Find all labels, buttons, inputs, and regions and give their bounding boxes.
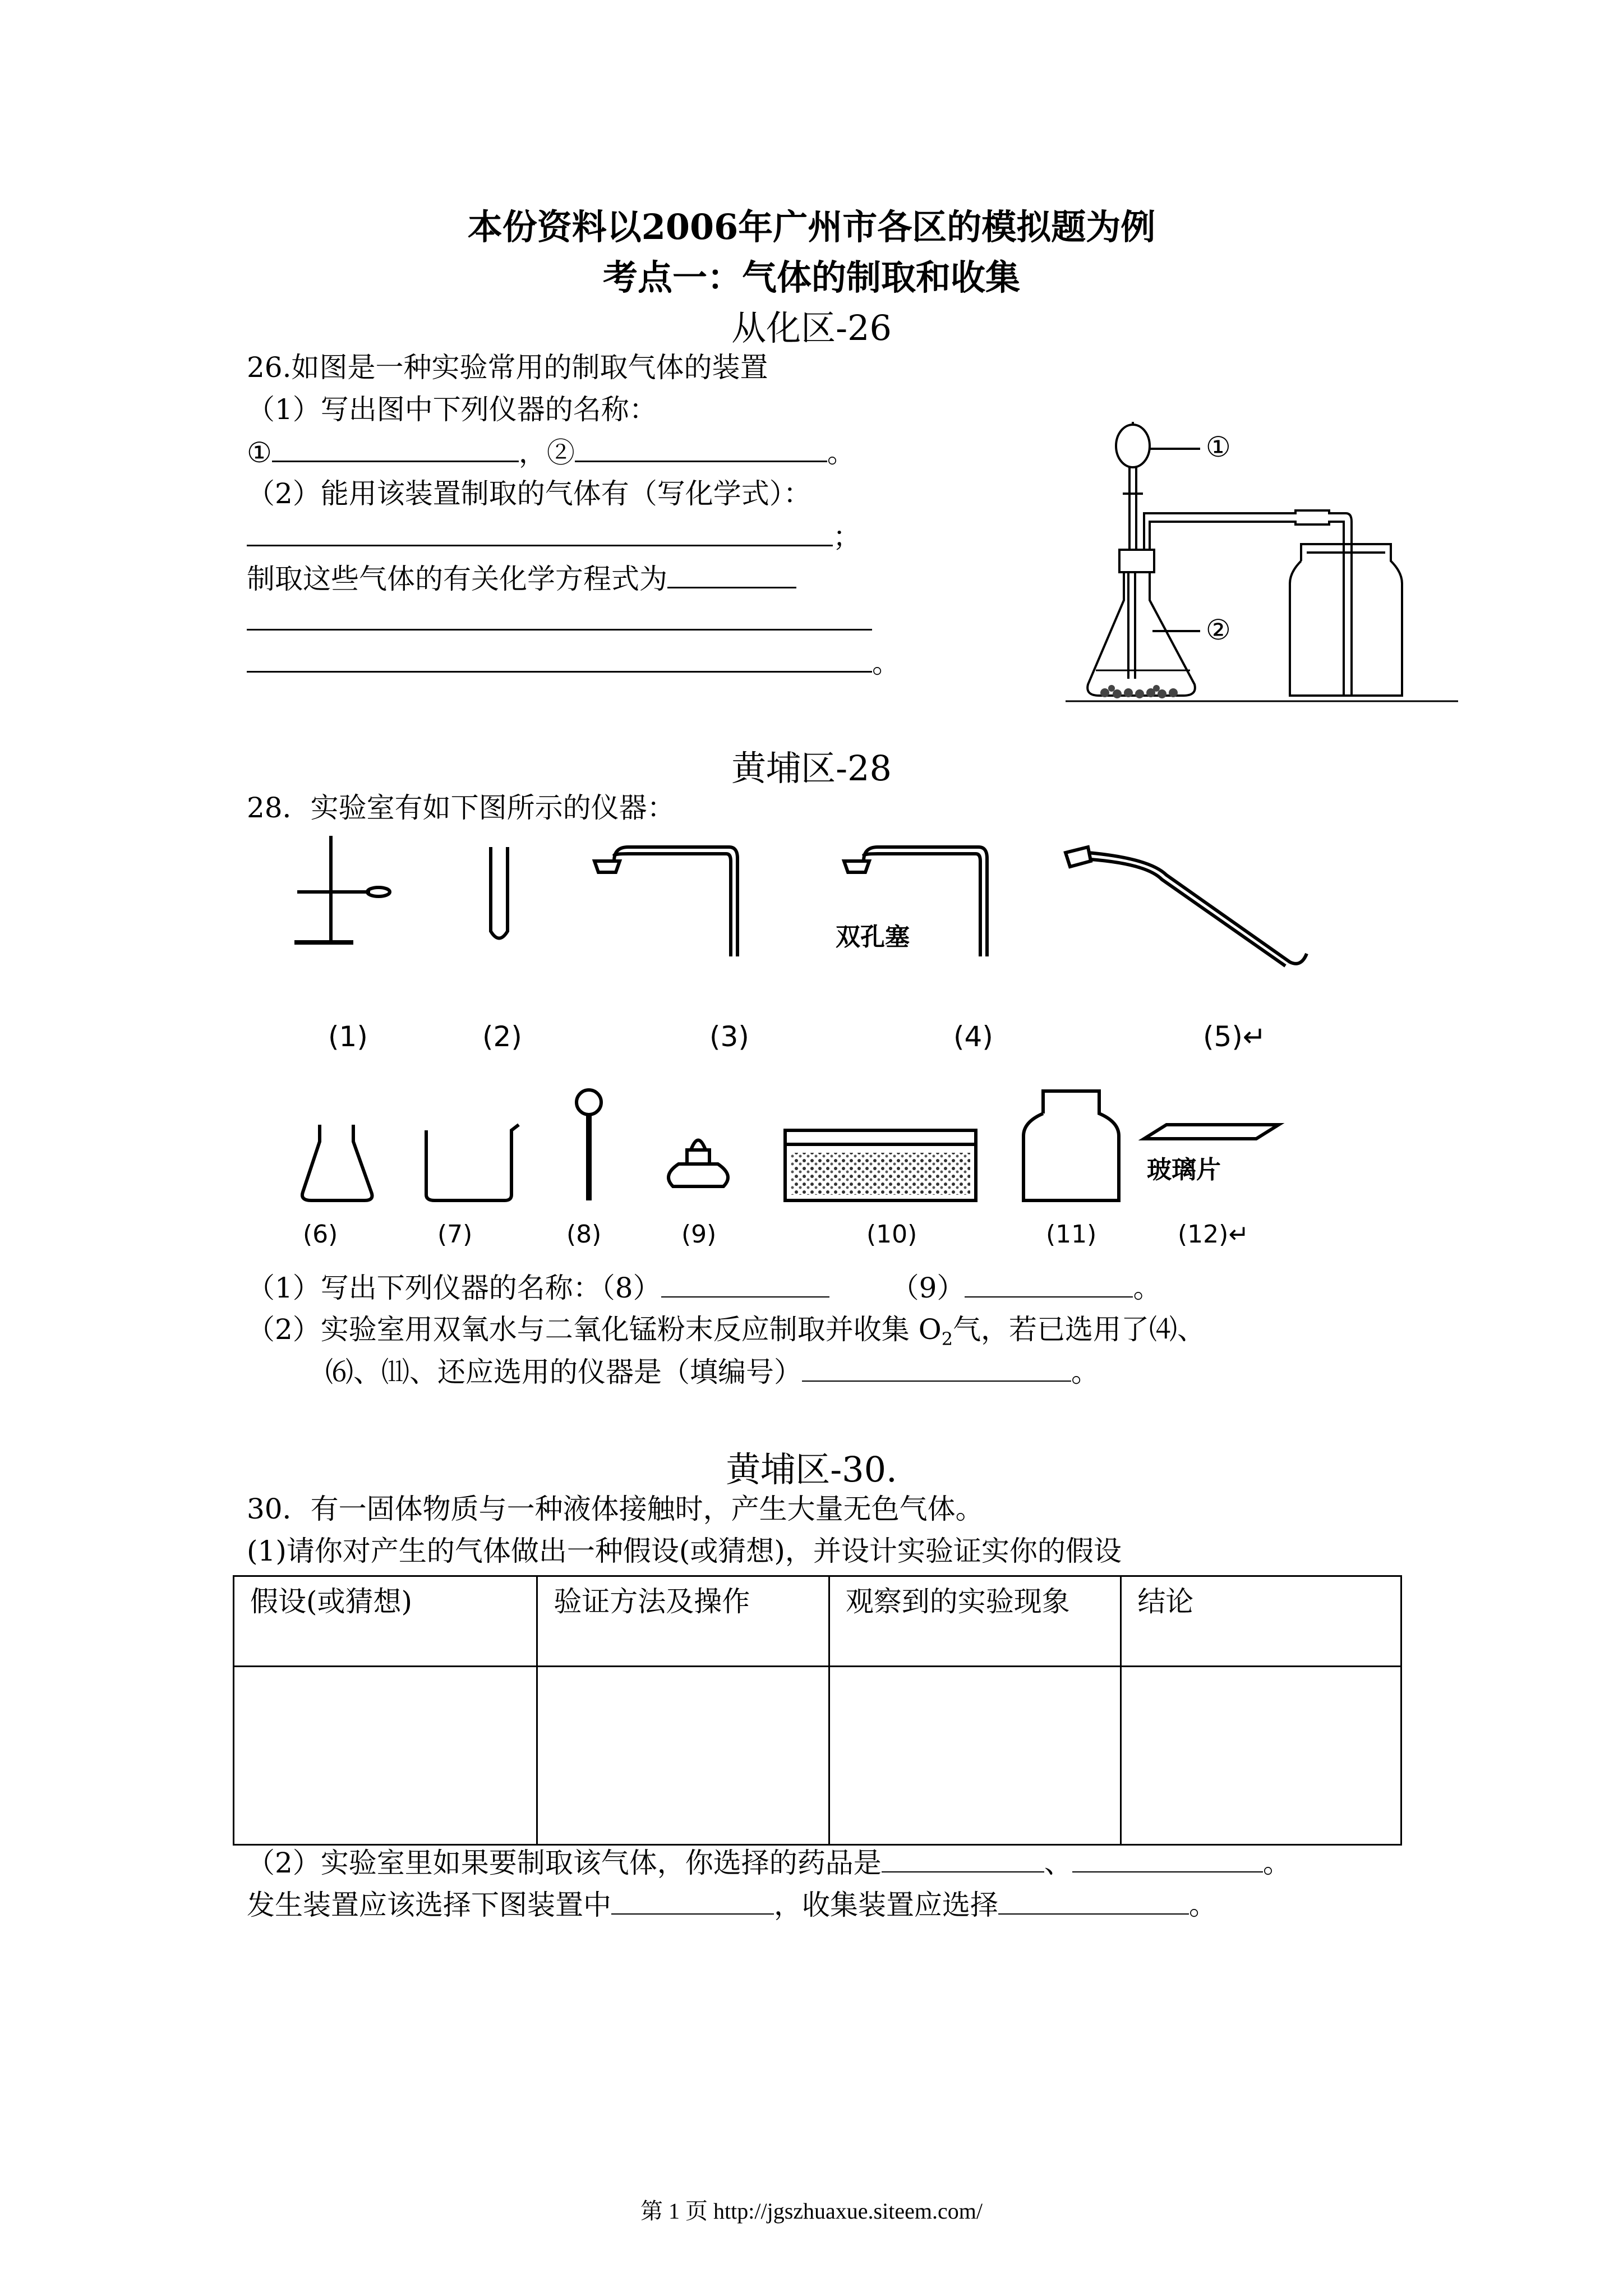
q28-part2-b: 气，若已选用了⑷、 <box>953 1313 1206 1346</box>
q30-part2-sep: 、 <box>1044 1847 1072 1879</box>
instrument-label: (4) <box>953 1020 993 1053</box>
table-header-conclusion: 结论 <box>1121 1576 1401 1667</box>
q30-stem: 30．有一固体物质与一种液体接触时，产生大量无色气体。 <box>247 1493 984 1525</box>
page-title: 本份资料以2006年广州市各区的模拟题为例 <box>467 206 1156 247</box>
diagram-label-2: ② <box>1206 614 1231 646</box>
table-cell-hypothesis[interactable] <box>234 1667 537 1845</box>
glass-slide-text: 玻璃片 <box>1147 1156 1221 1184</box>
instrument-label: (3) <box>709 1020 749 1053</box>
answer-blank[interactable] <box>575 435 827 462</box>
q30-part2: （2）实验室里如果要制取该气体，你选择的药品是 <box>247 1847 882 1879</box>
table-cell-method[interactable] <box>537 1667 829 1845</box>
iron-stand-icon <box>294 836 390 942</box>
q30-part2-row <box>247 1846 1291 1880</box>
instrument-label: (2) <box>482 1020 522 1053</box>
section-heading-q26: 从化区-26 <box>731 307 892 348</box>
instruments-row-2 <box>292 1080 1357 1254</box>
q30-part3-b: ，收集装置应选择 <box>774 1889 998 1921</box>
answer-blank[interactable] <box>247 603 872 631</box>
instrument-label: (12)↵ <box>1178 1220 1249 1249</box>
double-hole-stopper-text: 双孔塞 <box>836 923 910 951</box>
answer-blank[interactable] <box>1072 1846 1263 1872</box>
answer-blank[interactable] <box>247 645 872 673</box>
beaker-icon <box>426 1125 519 1200</box>
q26-end2: 。 <box>872 647 900 679</box>
q30-part3: 发生装置应该选择下图装置中 <box>247 1889 611 1921</box>
table-header-row <box>234 1576 1401 1667</box>
instrument-label: (7) <box>437 1220 473 1249</box>
instruments-row-1 <box>292 830 1357 1066</box>
gas-generation-apparatus-diagram <box>1066 415 1458 718</box>
instrument-label: (9) <box>681 1220 717 1249</box>
q26-semicolon: ； <box>833 521 861 553</box>
q26-part2: （2）能用该装置制取的气体有（写化学式）： <box>247 477 811 510</box>
q28-part1-row <box>247 1271 1161 1305</box>
q28-stem: 28．实验室有如下图所示的仪器： <box>247 792 675 824</box>
stopper-bent-tube-icon <box>594 847 737 956</box>
test-tube-icon <box>491 847 508 938</box>
answer-blank[interactable] <box>802 1355 1071 1382</box>
combustion-spoon-icon <box>577 1090 601 1200</box>
q28-part2-end: 。 <box>1071 1356 1099 1388</box>
q26-stem: 26.如图是一种实验常用的制取气体的装置 <box>247 351 768 384</box>
q26-equation-line2 <box>247 645 900 680</box>
q28-part2: （2）实验室用双氧水与二氧化锰粉末反应制取并收集 O <box>247 1313 942 1346</box>
table-row <box>234 1667 1401 1845</box>
instrument-label: (5)↵ <box>1203 1020 1266 1053</box>
q28-part1-end: 。 <box>1133 1272 1161 1304</box>
q26-equation-line1 <box>247 603 872 638</box>
glass-slide-icon <box>1144 1125 1279 1139</box>
instrument-label: (6) <box>303 1220 338 1249</box>
delivery-tube-icon <box>1066 847 1307 966</box>
diagram-label-1: ① <box>1206 431 1231 463</box>
instrument-label: (8) <box>566 1220 602 1249</box>
answer-blank[interactable] <box>882 1846 1044 1872</box>
table-cell-observation[interactable] <box>829 1667 1121 1845</box>
table-header-hypothesis: 假设(或猜想) <box>234 1576 537 1667</box>
q28-part2-cont-row <box>325 1355 1099 1389</box>
q30-part1: (1)请你对产生的气体做出一种假设(或猜想)，并设计实验证实你的假设 <box>247 1535 1122 1567</box>
page-footer: 第 1 页 http://jgszhuaxue.siteem.com/ <box>640 2198 983 2224</box>
conical-flask-icon <box>302 1125 372 1200</box>
q26-part3-row <box>247 561 796 596</box>
q26-sep: ， <box>518 436 547 469</box>
q28-part2-subscript: 2 <box>941 1328 953 1350</box>
separatory-funnel-shape <box>1116 425 1150 467</box>
answer-blank[interactable] <box>611 1888 774 1915</box>
answer-blank[interactable] <box>247 519 833 546</box>
q26-blanks-row <box>247 435 855 470</box>
q26-end: 。 <box>827 436 855 469</box>
instrument-label: (11) <box>1046 1220 1097 1249</box>
page-subtitle: 考点一：气体的制取和收集 <box>602 257 1020 298</box>
experiment-table <box>233 1575 1402 1846</box>
answer-blank[interactable] <box>998 1888 1189 1915</box>
gas-bottle-icon <box>1023 1091 1119 1200</box>
answer-blank[interactable] <box>661 1271 829 1297</box>
q28-part1: （1）写出下列仪器的名称：（8） <box>247 1272 661 1304</box>
q28-part1-9: （9） <box>891 1272 965 1304</box>
section-heading-q30: 黄埔区-30. <box>726 1449 897 1490</box>
q28-part2-c: ⑹、⑾、还应选用的仪器是（填编号） <box>325 1356 802 1388</box>
table-header-method: 验证方法及操作 <box>537 1576 829 1667</box>
answer-blank[interactable] <box>965 1271 1133 1297</box>
answer-blank[interactable] <box>272 435 519 462</box>
q26-mark1: ① <box>247 436 272 469</box>
q26-part3: 制取这些气体的有关化学方程式为 <box>247 563 667 595</box>
section-heading-q28: 黄埔区-28 <box>731 748 892 789</box>
instrument-label: (1) <box>328 1020 368 1053</box>
q26-formula-row <box>247 519 861 554</box>
q30-part2-end: 。 <box>1262 1847 1291 1879</box>
q26-mark2: ② <box>546 436 575 469</box>
q28-part2-row <box>247 1313 1205 1356</box>
table-cell-conclusion[interactable] <box>1121 1667 1401 1845</box>
table-header-observation: 观察到的实验现象 <box>829 1576 1121 1667</box>
instrument-label: (10) <box>866 1220 917 1249</box>
alcohol-lamp-icon <box>668 1140 728 1187</box>
answer-blank[interactable] <box>667 561 796 588</box>
q26-part1: （1）写出图中下列仪器的名称： <box>247 393 657 426</box>
q30-part3-row <box>247 1888 1217 1922</box>
q30-part3-end: 。 <box>1189 1889 1217 1921</box>
